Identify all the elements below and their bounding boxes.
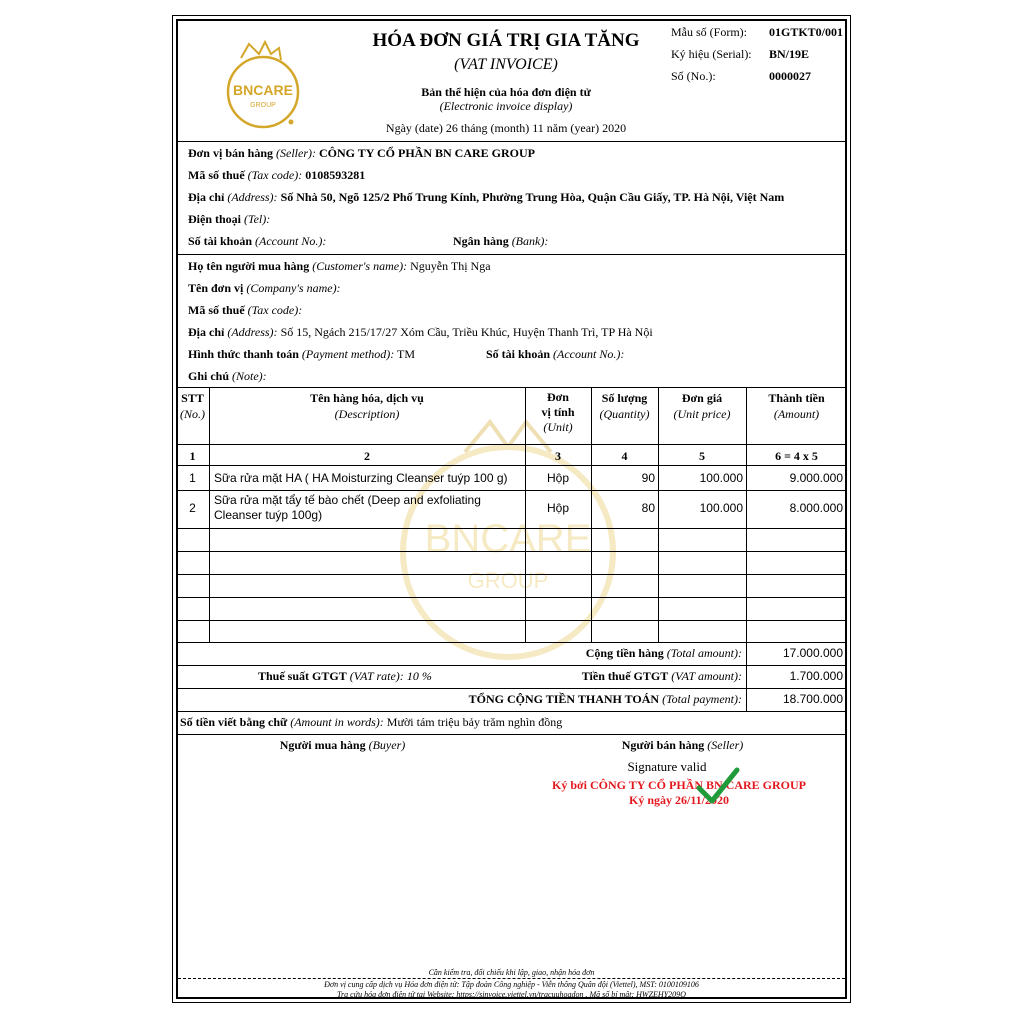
row-amount: 8.000.000: [789, 501, 843, 515]
invoice-title: HÓA ĐƠN GIÁ TRỊ GIA TĂNG: [372, 30, 640, 51]
index-5: 5: [699, 449, 705, 463]
col-line: [209, 387, 210, 642]
row-price: 100.000: [699, 501, 743, 515]
row-unit: Hộp: [546, 501, 569, 515]
watermark-subtext: GROUP: [467, 568, 549, 593]
vat-rate-row: Thuế suất GTGT (VAT rate): 10 %: [258, 669, 432, 683]
index-1: 1: [189, 449, 196, 463]
buyer-note-row: Ghi chú (Note):: [188, 369, 267, 383]
form-label: Mẫu số (Form):: [671, 25, 747, 39]
col-header-amount: Thành tiền (Amount): [768, 391, 825, 421]
footer-line-2: Đơn vị cung cấp dịch vụ Hóa đơn điện tử: Tập đoàn Công nghiệp - Viễn thông Quân đội (Viettel), MST: 0100109106: [324, 980, 699, 989]
index-4: 4: [621, 449, 628, 463]
vat-amount-label: Tiền thuế GTGT (VAT amount):: [581, 669, 742, 683]
signed-by: Ký bởi CÔNG TY CỔ PHẦN BN CARE GROUP: [552, 778, 806, 792]
row-line: [176, 711, 847, 712]
logo-subtext: GROUP: [250, 102, 276, 109]
index-6: 6 = 4 x 5: [775, 449, 818, 463]
row-price: 100.000: [699, 471, 743, 485]
footer-line-1: Cần kiểm tra, đối chiếu khi lập, giao, nhận hóa đơn: [428, 968, 595, 977]
seller-bank-row: Ngân hàng (Bank):: [453, 234, 549, 248]
seller-row: Đơn vị bán hàng (Seller): CÔNG TY CỔ PHẦN BN CARE GROUP: [188, 146, 536, 160]
col-header-qty: Số lượng (Quantity): [599, 391, 650, 421]
row-line: [176, 734, 847, 735]
divider-seller: [176, 254, 847, 255]
buyer-row: Họ tên người mua hàng (Customer's name): Nguyễn Thị Nga: [188, 259, 491, 273]
number-label: Số (No.):: [671, 69, 716, 83]
row-desc: Sữa rửa mặt tẩy tế bào chết (Deep and exfoliating Cleanser tuýp 100g): [214, 493, 481, 522]
vat-rate-value: 10 %: [406, 669, 432, 683]
signed-date: Ký ngày 26/11/2020: [628, 793, 729, 807]
row-no: 2: [189, 501, 196, 515]
buyer-payment-row: Hình thức thanh toán (Payment method): TM: [188, 347, 415, 361]
row-qty: 90: [641, 471, 655, 485]
form-value: 01GTKT0/001: [769, 25, 844, 39]
buyer-address: Số 15, Ngách 215/17/27 Xóm Cầu, Triều Khúc, Huyện Thanh Trì, TP Hà Nội: [280, 325, 653, 339]
row-no: 1: [189, 471, 196, 485]
checkmark-icon: [696, 766, 740, 806]
total-amount-label: Cộng tiền hàng (Total amount):: [585, 646, 742, 660]
seller-signature-label: Người bán hàng (Seller): [621, 738, 744, 752]
amount-words-row: Số tiền viết bằng chữ (Amount in words): Mười tám triệu bảy trăm nghìn đồng: [180, 715, 563, 729]
col-line: [746, 387, 747, 711]
buyer-account-row: Số tài khoản (Account No.):: [486, 347, 625, 361]
row-qty: 80: [641, 501, 655, 515]
seller-tel-row: Điện thoại (Tel):: [188, 212, 271, 226]
logo-text: BNCARE: [233, 82, 293, 98]
serial-value: BN/19E: [769, 47, 810, 61]
seller-name: CÔNG TY CỔ PHẦN BN CARE GROUP: [319, 146, 536, 160]
watermark-text: BNCARE: [424, 517, 592, 561]
buyer-tax-row: Mã số thuế (Tax code):: [188, 303, 303, 317]
buyer-company-row: Tên đơn vị (Company's name):: [188, 281, 341, 295]
total-payment-value: 18.700.000: [782, 692, 843, 706]
serial-label: Ký hiệu (Serial):: [671, 47, 752, 61]
amount-words-value: Mười tám triệu bảy trăm nghìn đồng: [386, 715, 563, 729]
buyer-name: Nguyễn Thị Nga: [410, 259, 491, 273]
col-header-unit: Đơn vị tính (Unit): [541, 390, 575, 434]
seller-address: Số Nhà 50, Ngõ 125/2 Phố Trung Kính, Phường Trung Hòa, Quận Cầu Giấy, TP. Hà Nội, Việt Nam: [280, 190, 785, 204]
col-header-no: STT (No.): [180, 391, 205, 421]
seller-address-row: Địa chỉ (Address): Số Nhà 50, Ngõ 125/2 Phố Trung Kính, Phường Trung Hòa, Quận Cầu Giấy, TP. Hà Nội, Việt Nam: [188, 190, 785, 204]
buyer-payment: TM: [397, 347, 415, 361]
buyer-signature-label: Người mua hàng (Buyer): [279, 738, 406, 752]
seller-tax-row: Mã số thuế (Tax code): 0108593281: [188, 168, 366, 182]
display-label-en: (Electronic invoice display): [439, 99, 573, 113]
seller-tax: 0108593281: [305, 168, 366, 182]
vat-amount-value: 1.700.000: [789, 669, 843, 683]
footer-divider: [178, 978, 845, 979]
total-payment-label: TỔNG CỘNG TIỀN THANH TOÁN (Total payment):: [468, 692, 742, 706]
number-value: 0000027: [769, 69, 811, 83]
company-logo: [221, 40, 305, 132]
seller-account-row: Số tài khoản (Account No.):: [188, 234, 327, 248]
index-3: 3: [555, 449, 561, 463]
col-header-price: Đơn giá (Unit price): [673, 391, 731, 421]
buyer-address-row: Địa chỉ (Address): Số 15, Ngách 215/17/27 Xóm Cầu, Triều Khúc, Huyện Thanh Trì, TP Hà Nội: [188, 325, 653, 339]
invoice-title-en: (VAT INVOICE): [454, 56, 558, 73]
row-desc: Sữa rửa mặt HA ( HA Moisturzing Cleanser tuýp 100 g): [214, 471, 508, 485]
index-2: 2: [364, 449, 370, 463]
invoice-date: Ngày (date) 26 tháng (month) 11 năm (year) 2020: [385, 121, 627, 135]
divider-header: [176, 141, 847, 142]
footer-line-3: Tra cứu hóa đơn điện tử tại Website: https://sinvoice.viettel.vn/tracuuhoadon . Mã số bí mật: HWZEHY209Q: [337, 990, 686, 999]
col-header-desc: Tên hàng hóa, dịch vụ (Description): [310, 391, 424, 421]
display-label: Bản thể hiện của hóa đơn điện tử: [421, 85, 591, 99]
total-amount-value: 17.000.000: [782, 646, 843, 660]
signature-valid: Signature valid: [627, 759, 707, 774]
row-amount: 9.000.000: [789, 471, 843, 485]
row-unit: Hộp: [546, 471, 569, 485]
